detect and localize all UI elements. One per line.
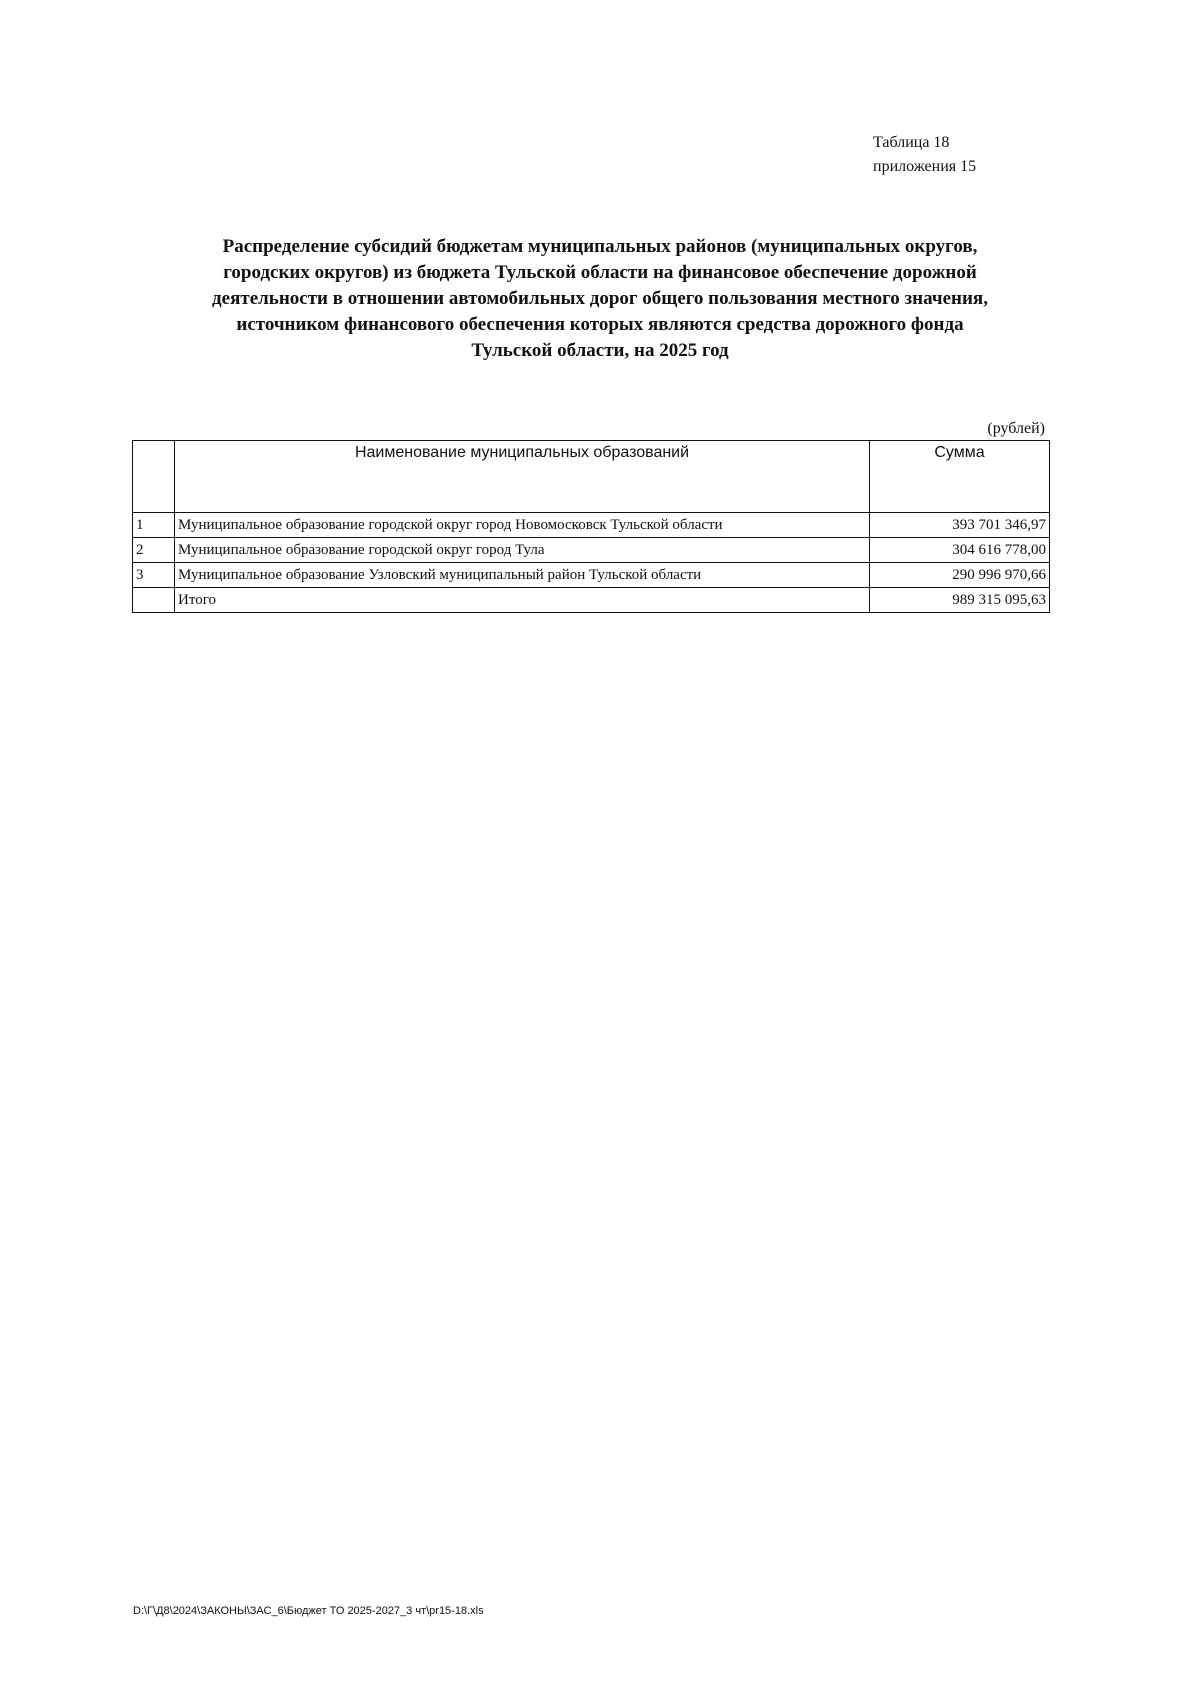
total-label: Итого [175, 588, 870, 613]
header-amount: Сумма [870, 441, 1050, 513]
row-amount: 304 616 778,00 [870, 538, 1050, 563]
title-line-3: деятельности в отношении автомобильных дорог общего пользования местного значения, [212, 288, 988, 309]
row-name: Муниципальное образование городской округ город Тула [175, 538, 870, 563]
title-line-5: Тульской области, на 2025 год [471, 340, 729, 361]
currency-unit-label: (рублей) [987, 420, 1045, 437]
file-path-footer: D:\Г\Д8\2024\ЗАКОНЫ\ЗАС_6\Бюджет ТО 2025-2027_3 чт\pr15-18.xls [133, 1605, 484, 1617]
table-number: Таблица 18 [873, 134, 950, 151]
total-number [133, 588, 175, 613]
document-reference [873, 131, 976, 179]
subsidy-table [132, 440, 1050, 613]
row-name: Муниципальное образование городской округ город Новомосковск Тульской области [175, 513, 870, 538]
row-number: 3 [133, 563, 175, 588]
table-row [133, 513, 1050, 538]
appendix-number: приложения 15 [873, 158, 977, 175]
header-name: Наименование муниципальных образований [175, 441, 870, 513]
row-name: Муниципальное образование Узловский муниципальный район Тульской области [175, 563, 870, 588]
title-line-4: источником финансового обеспечения которых являются средства дорожного фонда [236, 314, 964, 335]
document-title [150, 234, 1050, 364]
table-header-row [133, 441, 1050, 513]
row-amount: 393 701 346,97 [870, 513, 1050, 538]
table-row [133, 563, 1050, 588]
header-number [133, 441, 175, 513]
row-amount: 290 996 970,66 [870, 563, 1050, 588]
total-row [133, 588, 1050, 613]
total-amount: 989 315 095,63 [870, 588, 1050, 613]
title-line-2: городских округов) из бюджета Тульской области на финансовое обеспечение дорожной [223, 262, 977, 283]
row-number: 2 [133, 538, 175, 563]
title-line-1: Распределение субсидий бюджетам муниципальных районов (муниципальных округов, [222, 236, 978, 257]
table-row [133, 538, 1050, 563]
row-number: 1 [133, 513, 175, 538]
